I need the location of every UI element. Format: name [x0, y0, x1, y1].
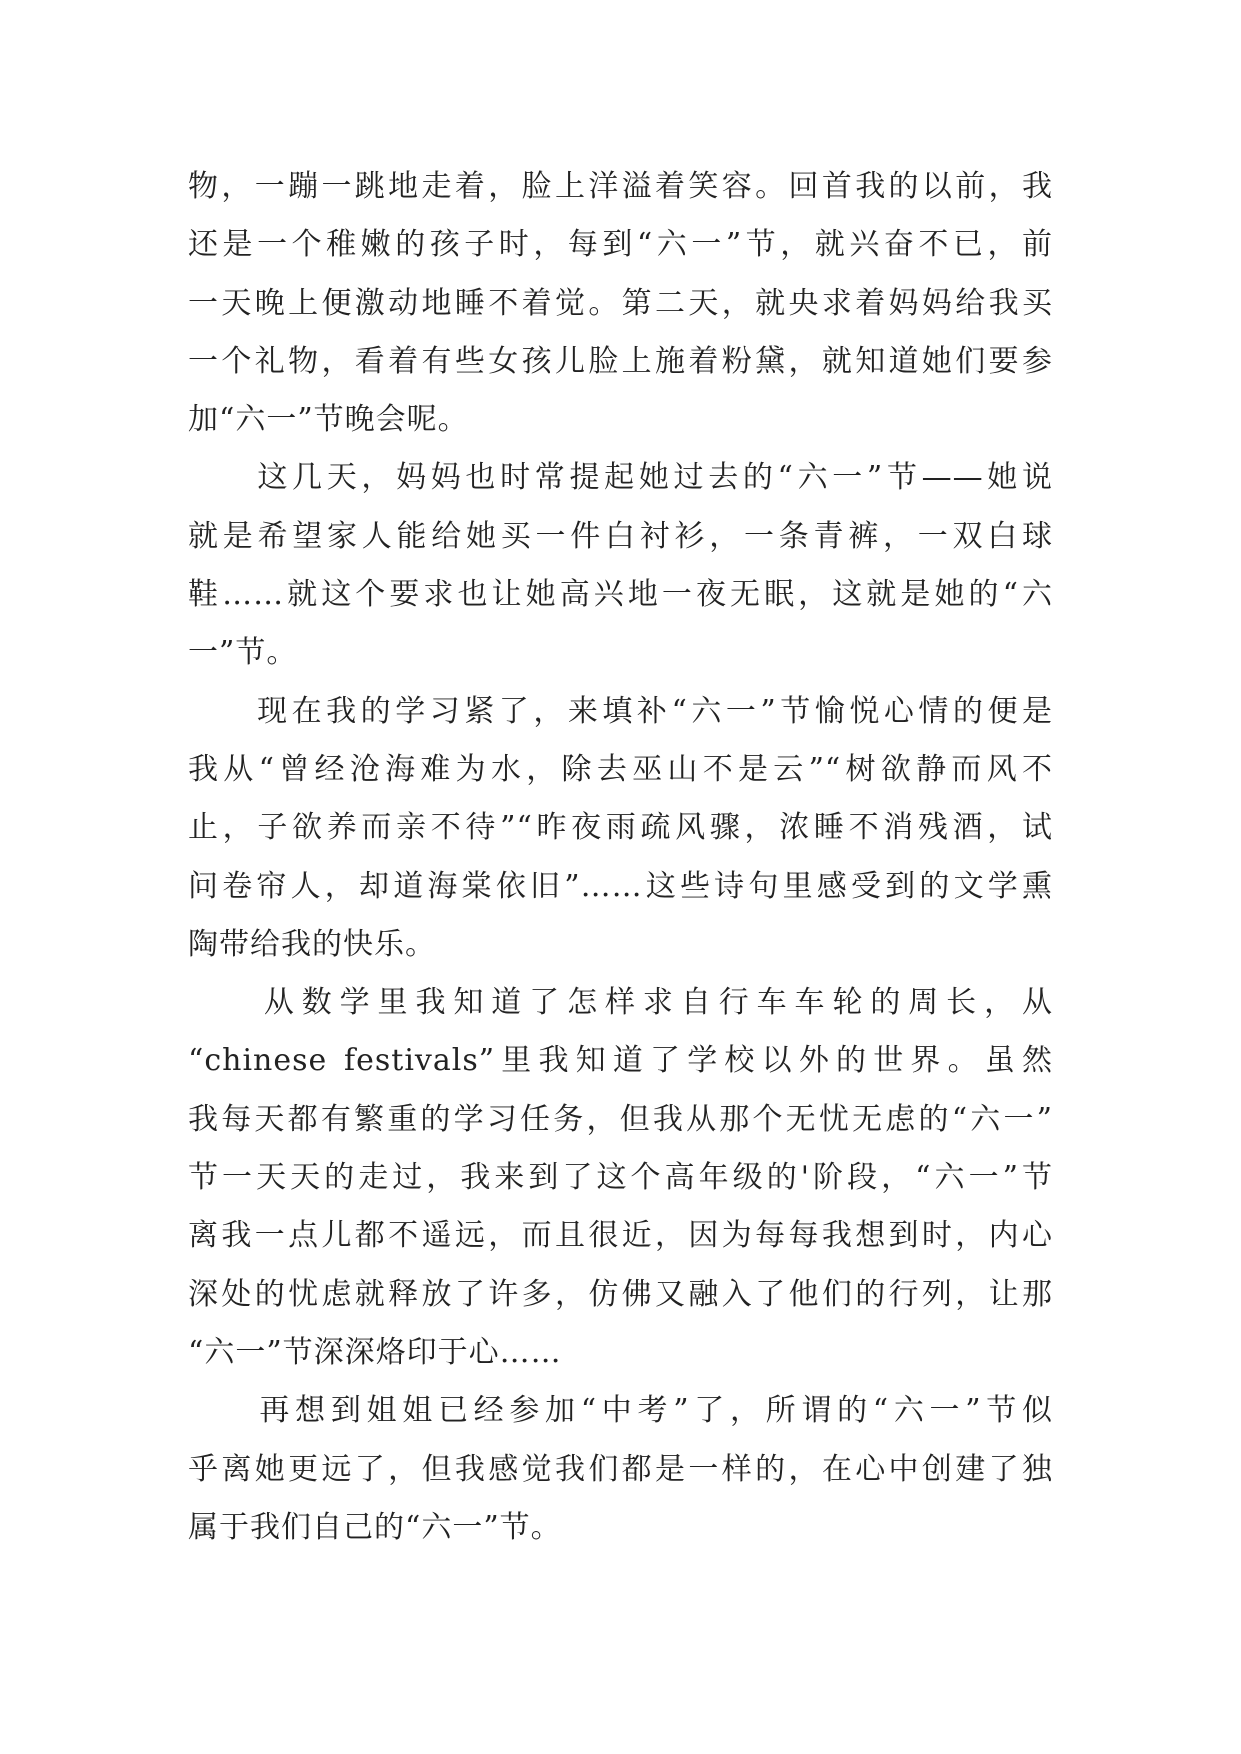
paragraph-2 [188, 449, 1053, 682]
text-line: 我从“曾经沧海难为水，除去巫山不是云”“树欲静而风不 [188, 751, 1053, 787]
text-line: 鞋……就这个要求也让她高兴地一夜无眠，这就是她的“六 [188, 577, 1053, 613]
paragraph-4 [188, 974, 1053, 1382]
text-line: 节一天天的走过，我来到了这个高年级的'阶段，“六一”节 [188, 1160, 1053, 1196]
paragraph-1 [188, 158, 1053, 449]
text-line: 离我一点儿都不遥远，而且很近，因为每每我想到时，内心 [188, 1218, 1053, 1254]
text-line: 从数学里我知道了怎样求自行车车轮的周长，从 [188, 985, 1053, 1021]
paragraph-5 [188, 1382, 1053, 1557]
text-line: “六一”节深深烙印于心…… [188, 1334, 562, 1370]
text-line: 现在我的学习紧了，来填补“六一”节愉悦心情的便是 [188, 693, 1053, 729]
text-line: 就是希望家人能给她买一件白衬衫，一条青裤，一双白球 [188, 518, 1053, 554]
text-line: 一”节。 [188, 635, 298, 671]
text-line: 物，一蹦一跳地走着，脸上洋溢着笑容。回首我的以前，我 [188, 169, 1053, 204]
text-line: 深处的忧虑就释放了许多，仿佛又融入了他们的行列，让那 [188, 1276, 1053, 1312]
body-text [188, 158, 1053, 1557]
text-line: 止，子欲养而亲不待”“昨夜雨疏风骤，浓睡不消残酒，试 [188, 810, 1053, 846]
text-line: 这几天，妈妈也时常提起她过去的“六一”节——她说 [188, 460, 1053, 496]
text-line: “chinese festivals”里我知道了学校以外的世界。虽然 [188, 1043, 1053, 1079]
paragraph-3 [188, 683, 1053, 974]
text-line: 还是一个稚嫩的孩子时，每到“六一”节，就兴奋不已，前 [188, 227, 1053, 263]
text-line: 乎离她更远了，但我感觉我们都是一样的，在心中创建了独 [188, 1451, 1053, 1487]
text-line: 属于我们自己的“六一”节。 [188, 1509, 562, 1545]
text-line: 陶带给我的快乐。 [188, 926, 436, 962]
text-line: 一天晚上便激动地睡不着觉。第二天，就央求着妈妈给我买 [188, 285, 1053, 321]
text-line: 问卷帘人，却道海棠依旧”……这些诗句里感受到的文学熏 [188, 868, 1053, 904]
text-line: 再想到姐姐已经参加“中考”了，所谓的“六一”节似 [188, 1393, 1053, 1429]
text-line: 加“六一”节晚会呢。 [188, 402, 469, 438]
text-line: 我每天都有繁重的学习任务，但我从那个无忧无虑的“六一” [188, 1101, 1053, 1137]
text-line: 一个礼物，看着有些女孩儿脸上施着粉黛，就知道她们要参 [188, 343, 1053, 379]
